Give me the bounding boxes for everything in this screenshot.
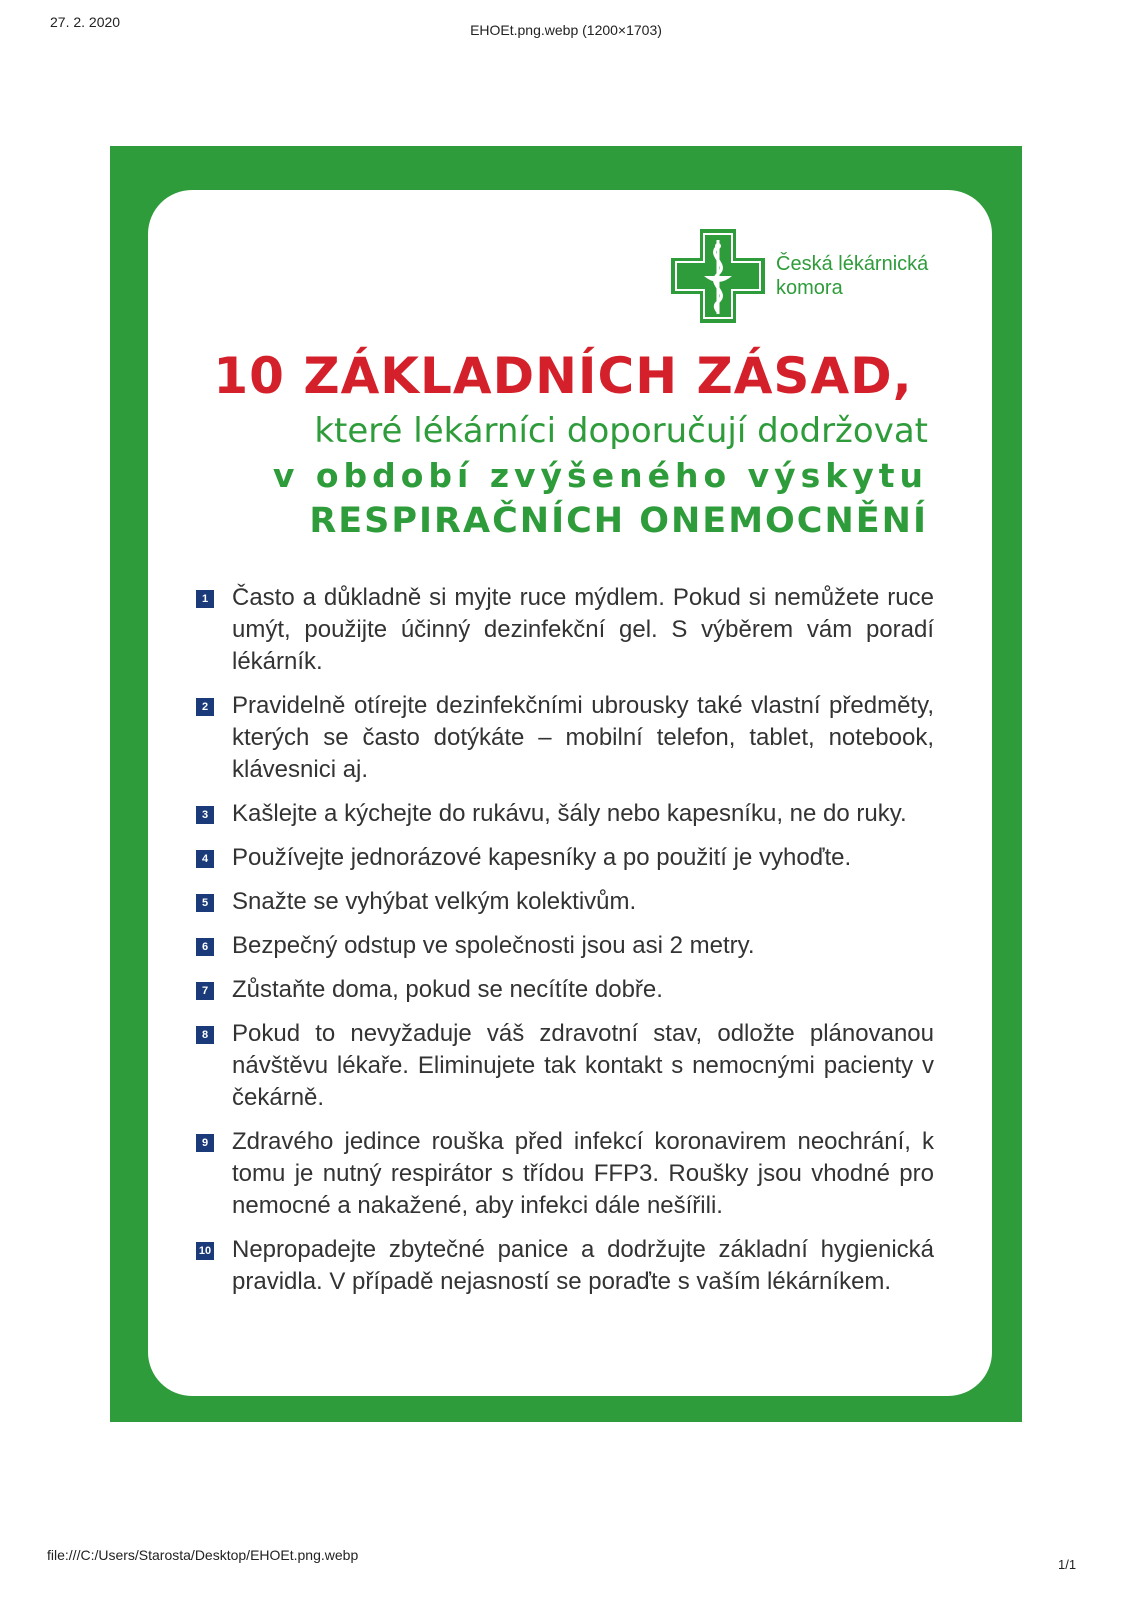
rule-text: Často a důkladně si myjte ruce mýdlem. Pokud si nemůžete ruce umýt, použijte účinný dezinfekční gel. S výběrem vám poradí lékárník. <box>232 584 934 675</box>
print-date: 27. 2. 2020 <box>50 14 121 30</box>
list-item <box>196 886 934 918</box>
print-page-number: 1/1 <box>1058 1557 1077 1572</box>
list-item <box>196 1018 934 1114</box>
poster-subtitle-1: které lékárníci doporučují dodržovat <box>314 411 928 451</box>
rule-text: Pravidelně otírejte dezinfekčními ubrousky také vlastní předměty, kterých se často dotýkáte – mobilní telefon, tablet, notebook, klávesnici aj. <box>232 692 934 783</box>
logo-line-1: Česká lékárnická <box>776 253 929 275</box>
poster-content <box>148 190 992 1396</box>
rule-text: Snažte se vyhýbat velkým kolektivům. <box>232 888 637 915</box>
rule-text: Pokud to nevyžaduje váš zdravotní stav, odložte plánovanou návštěvu lékaře. Eliminujete tak kontakt s nemocnými pacienty v čekárně. <box>232 1020 934 1111</box>
rule-text: Používejte jednorázové kapesníky a po použití je vyhoďte. <box>232 844 852 871</box>
list-item <box>196 930 934 962</box>
rule-number-badge: 2 <box>196 698 214 716</box>
rule-text: Kašlejte a kýchejte do rukávu, šály nebo kapesníku, ne do ruky. <box>232 800 907 827</box>
rule-text: Zůstaňte doma, pokud se necítíte dobře. <box>232 976 663 1003</box>
poster-title: 10 ZÁKLADNÍCH ZÁSAD, <box>213 347 913 405</box>
list-item <box>196 842 934 874</box>
chamber-logo <box>668 226 928 326</box>
rule-number-badge: 1 <box>196 590 214 608</box>
pharmacy-cross-caduceus-icon <box>668 226 768 326</box>
rule-number-badge: 6 <box>196 938 214 956</box>
print-file-title: EHOEt.png.webp (1200×1703) <box>470 22 662 38</box>
poster-subtitle-3: RESPIRAČNÍCH ONEMOCNĚNÍ <box>309 501 928 541</box>
rule-number-badge: 8 <box>196 1026 214 1044</box>
logo-text <box>776 252 928 300</box>
rule-number-badge: 4 <box>196 850 214 868</box>
list-item <box>196 1234 934 1298</box>
rules-list <box>196 582 934 1310</box>
list-item <box>196 1126 934 1222</box>
rule-text: Zdravého jedince rouška před infekcí koronavirem neochrání, k tomu je nutný respirátor s třídou FFP3. Roušky jsou vhodné pro nemocné a nakažené, aby infekci dále nešířili. <box>232 1128 934 1219</box>
list-item <box>196 690 934 786</box>
rule-number-badge: 7 <box>196 982 214 1000</box>
print-file-path: file:///C:/Users/Starosta/Desktop/EHOEt.png.webp <box>47 1547 359 1563</box>
rule-number-badge: 3 <box>196 806 214 824</box>
rule-number-badge: 5 <box>196 894 214 912</box>
poster <box>110 146 1022 1422</box>
rule-number-badge: 10 <box>196 1242 214 1260</box>
list-item <box>196 582 934 678</box>
rule-number-badge: 9 <box>196 1134 214 1152</box>
logo-line-2: komora <box>776 277 843 299</box>
list-item <box>196 974 934 1006</box>
poster-titles <box>198 348 928 544</box>
list-item <box>196 798 934 830</box>
poster-subtitle-2: v období zvýšeného výskytu <box>272 456 928 495</box>
rule-text: Nepropadejte zbytečné panice a dodržujte základní hygienická pravidla. V případě nejasností se poraďte s vaším lékárníkem. <box>232 1236 934 1295</box>
rule-text: Bezpečný odstup ve společnosti jsou asi 2 metry. <box>232 932 755 959</box>
